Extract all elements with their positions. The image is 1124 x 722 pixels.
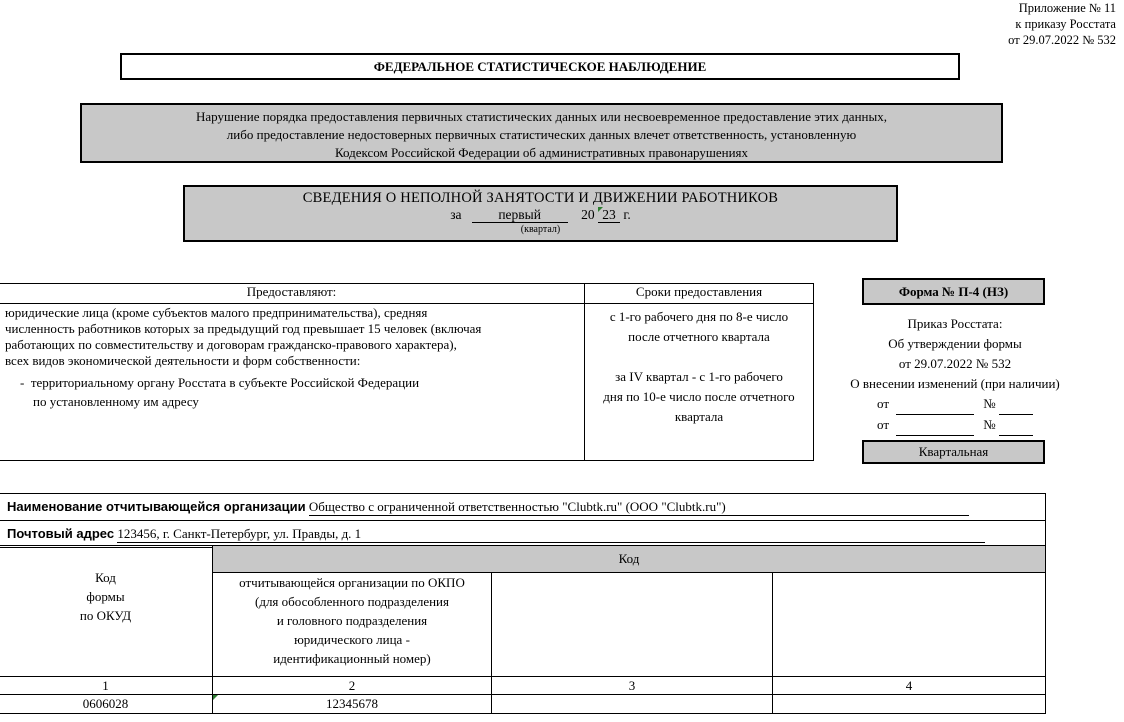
deadline-line: квартала [674,409,724,424]
warning-line: Нарушение порядка предоставления первичных статистических данных или несвоевременное предоставление этих данных, [196,109,887,124]
provider-sub-line: территориальному органу Росстата в субъекте Российской Федерации [30,375,420,390]
report-title-box [183,185,898,242]
okpo-header-line: (для обособленного подразделения [255,594,449,609]
okpo-code-value: 12345678 [326,696,378,711]
code-header: Код [213,546,1046,573]
okpo-header [213,573,492,677]
organization-name-row [0,494,1046,521]
order-line: Об утверждении формы [888,336,1022,351]
org-name-label: Наименование отчитывающейся организации [7,498,306,514]
okpo-header-line: идентификационный номер) [273,651,431,666]
federal-observation-title: ФЕДЕРАЛЬНОЕ СТАТИСТИЧЕСКОЕ НАБЛЮДЕНИЕ [120,53,960,80]
col-number: 3 [492,677,773,695]
deadline-line: дня по 10-е число после отчетного [603,389,795,404]
codes-table [0,545,1046,714]
order-line: Приказ Росстата: [907,316,1003,331]
cell-comment-marker [598,207,603,212]
col-number: 1 [0,677,213,695]
code-col4-header [773,573,1046,677]
quarter-hint: (квартал) [520,224,561,235]
from-label: от [877,396,890,411]
num-label: № [983,396,996,411]
okpo-code-cell[interactable] [213,695,492,714]
provider-sub-line: по установленному им адресу [33,394,199,409]
okud-header-line: по ОКУД [79,608,132,623]
col-number: 4 [773,677,1046,695]
amendment-number-field[interactable] [999,415,1033,436]
liability-warning [80,103,1003,163]
year-prefix: 20 [581,207,595,222]
amendment-date-field[interactable] [896,415,974,436]
year-unit: г. [623,207,631,222]
okud-header-line: формы [86,589,125,604]
okud-code-cell[interactable]: 0606028 [0,695,213,714]
org-name-value: Общество с ограниченной ответственностью "Clubtk.ru" (ООО "Clubtk.ru") [308,498,726,514]
deadline-line: с 1-го рабочего дня по 8-е число [609,309,789,324]
provider-sub [5,373,582,411]
appendix-line: от 29.07.2022 № 532 [1008,33,1116,47]
okpo-header-line: и головного подразделения [276,613,428,628]
cell-comment-marker [213,695,218,700]
order-line: О внесении изменений (при наличии) [850,376,1060,391]
report-period [185,207,896,223]
address-value: 123456, г. Санкт-Петербург, ул. Правды, д. 1 [117,525,362,541]
approval-order [830,314,1080,436]
org-name-field[interactable] [309,499,969,516]
providers-header: Предоставляют: [0,284,585,304]
appendix-line: Приложение № 11 [1018,1,1116,15]
deadline-line: за IV квартал - с 1-го рабочего [615,369,783,384]
providers-table [0,283,814,461]
deadlines-cell [585,304,814,461]
okud-header-line: Код [95,570,116,585]
warning-line: Кодексом Российской Федерации об административных правонарушениях [334,145,749,160]
period-prefix: за [450,207,462,222]
address-field[interactable] [117,526,985,543]
provider-line: юридические лица (кроме субъектов малого предпринимательства), средняя [5,305,428,320]
form-code: Форма № П-4 (НЗ) [862,278,1045,305]
quarter-field[interactable]: первый [472,207,568,223]
warning-line: либо предоставление недостоверных первичных статистических данных влечет ответственность, установленную [226,127,857,142]
from-label: от [877,417,890,432]
postal-address-row [0,521,1046,548]
num-label: № [983,417,996,432]
order-line: от 29.07.2022 № 532 [898,356,1012,371]
code-col3-cell[interactable] [492,695,773,714]
okpo-header-line: отчитывающейся организации по ОКПО [239,575,465,590]
deadline-line: после отчетного квартала [628,329,770,344]
okpo-header-line: юридического лица - [294,632,410,647]
provider-line: численность работников которых за предыдущий год превышает 15 человек (включая [5,321,482,336]
code-col3-header [492,573,773,677]
col-number: 2 [213,677,492,695]
provider-line: всех видов экономической деятельности и форм собственности: [5,353,361,368]
okud-header [0,546,213,677]
appendix-line: к приказу Росстата [1015,17,1116,31]
code-col4-cell[interactable] [773,695,1046,714]
amendment-row [830,415,1080,436]
year-field[interactable] [598,207,620,223]
year-value: 23 [602,207,616,222]
appendix-note [1008,0,1116,48]
amendment-row [830,394,1080,415]
deadlines-header: Сроки предоставления [585,284,814,304]
provider-line: работающих по совместительству и договорам гражданско-правового характера), [5,337,457,352]
amendment-number-field[interactable] [999,394,1033,415]
providers-description [0,304,585,461]
periodicity-label: Квартальная [862,440,1045,464]
dash: - [20,375,25,390]
organization-table [0,493,1046,548]
address-label: Почтовый адрес [7,525,115,541]
amendment-date-field[interactable] [896,394,974,415]
report-title: СВЕДЕНИЯ О НЕПОЛНОЙ ЗАНЯТОСТИ И ДВИЖЕНИИ РАБОТНИКОВ [302,190,779,206]
